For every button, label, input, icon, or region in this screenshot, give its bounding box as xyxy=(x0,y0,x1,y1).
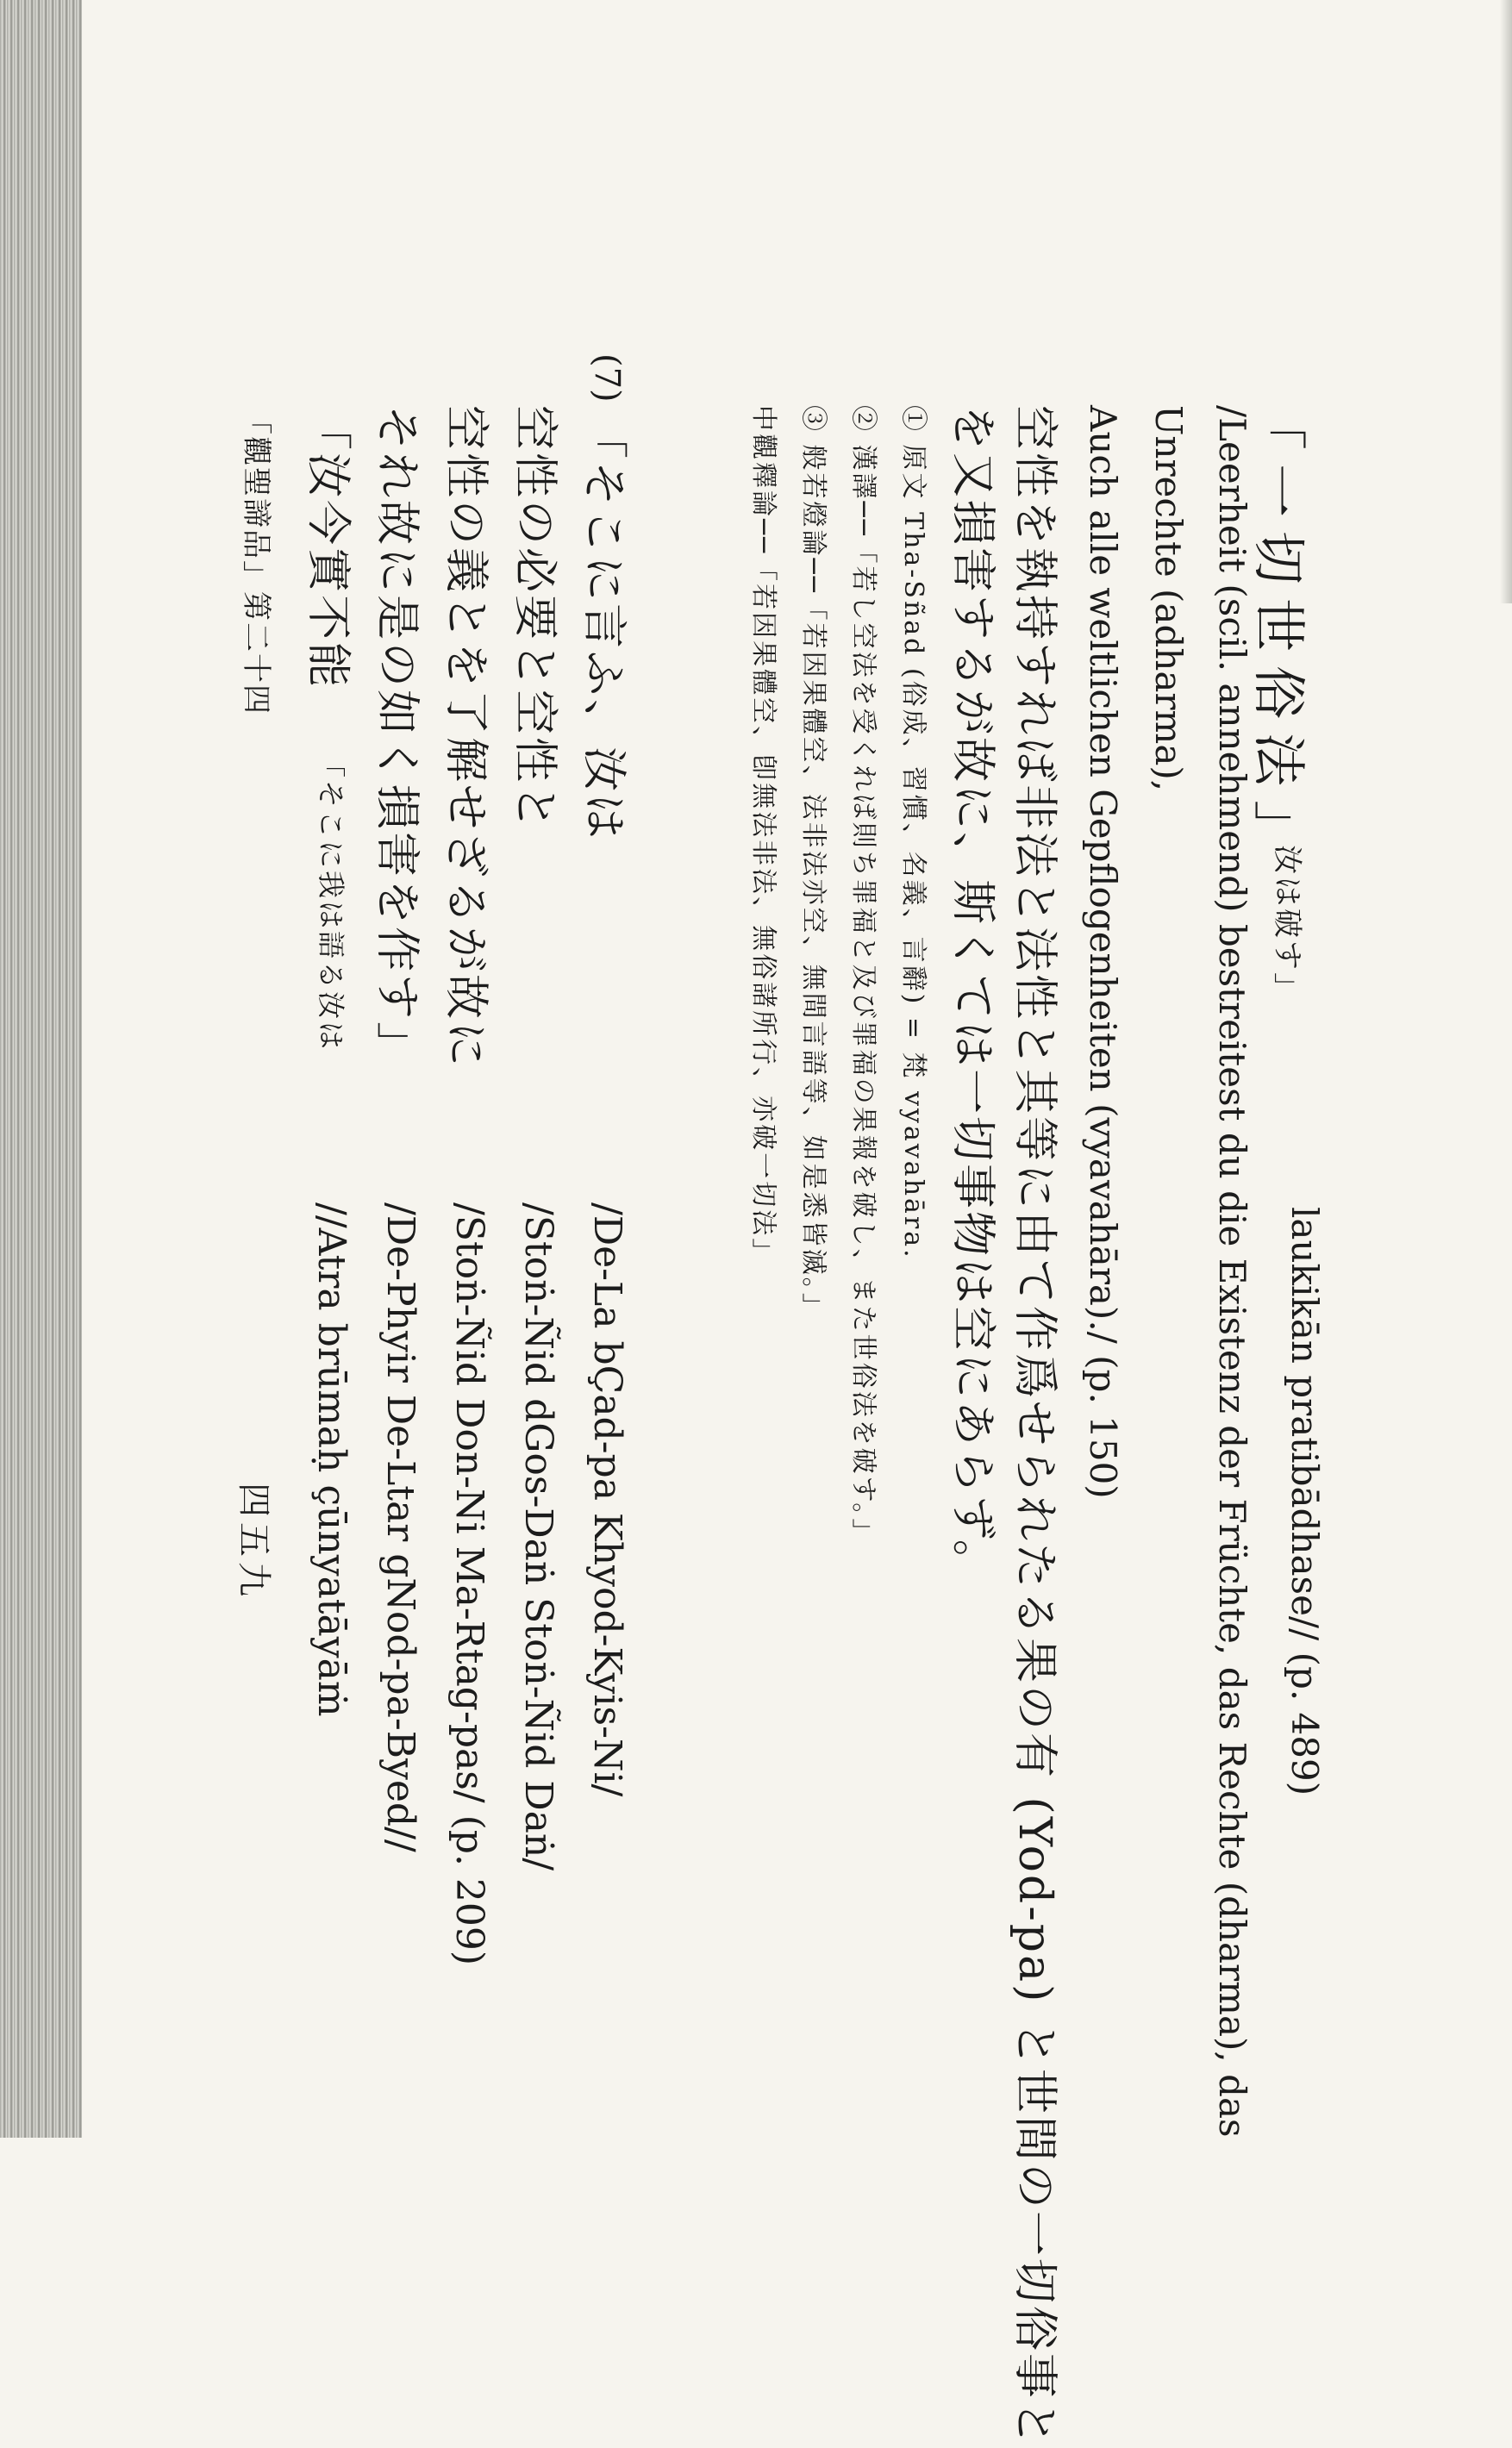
footnote-3: ③ 般若燈論──「若因果體空、法非法亦空、無間言語等、如是悉皆滅。」 xyxy=(798,405,828,1321)
verse-number: (7) xyxy=(587,353,627,403)
verse-jp-line-5-gloss: 「そこに我は語る汝は xyxy=(315,750,347,1052)
verse-jp-line-3: 空性の義とを了解せざるが故に xyxy=(440,405,491,1070)
japanese-line-2: を又損害するが故に、斯くては一切事物は空にあらず。 xyxy=(947,405,998,1587)
running-footer: 「觀聖諦品」第二十四 xyxy=(239,405,273,715)
tibetan-line-1: /De-La bÇad-pa Khyod-Kyis-Ni/ xyxy=(585,1202,629,1797)
german-line-1: /Leerheit (scil. annehmend) bestreitest du die Existenz der Früchte, das Rechte (dharma), das xyxy=(1211,405,1253,2138)
sanskrit-verse-line: //Atra brūmaḥ çūnyatāyāṁ xyxy=(309,1202,353,1717)
verse-jp-line-2: 空性の必要と空性と xyxy=(509,405,560,833)
japanese-line-1: 空性を執持すれば非法と法性と其等に由て作爲せられたる果の有 (Yod-pa) と世間の一切俗事と xyxy=(1009,405,1060,2448)
verse-jp-line-1: 「そこに言ふ、汝は xyxy=(578,414,629,842)
tibetan-line-3: /Stoṅ-Ñid Don-Ni Ma-Rtag-pas/ (p. 209) xyxy=(447,1202,491,1966)
page-number: 四五九 xyxy=(234,1483,273,1602)
verse-jp-line-5: 「汝今實不能 xyxy=(302,405,353,690)
footnote-2: ② 漢譯──「若し空法を受くれば則ち罪福と及び罪福の果報を破し、また世俗法を破す。」 xyxy=(848,405,878,1547)
sanskrit-line: laukikān pratibādhase// (p. 489) xyxy=(1284,1207,1326,1796)
german-line-2: Unrechte (adharma), xyxy=(1147,405,1190,792)
german-line-3: Auch alle weltlichen Gepflogenheiten (vyavahāra)./ (p. 150) xyxy=(1082,405,1124,1499)
footnote-4: 中觀釋論──「若因果體空、卽無法非法、無俗諸所行、亦破一切法」 xyxy=(748,405,778,1267)
section-title: 「一切世俗法」 xyxy=(1247,397,1310,868)
section-title-gloss: 汝は破す」 xyxy=(1270,845,1304,1004)
verse-jp-line-4: それ故に是の如く損害を作す」 xyxy=(371,405,422,1070)
footnote-1: ① 原文 Tha-Sñad (俗成、習慣、名義、言辭) = 梵 vyavahāra. xyxy=(898,405,928,1260)
tibetan-line-4: /De-Phyir De-Ltar gNod-pa-Byed// xyxy=(378,1202,422,1852)
tibetan-line-2: /Stoṅ-Ñid dGos-Daṅ Stoṅ-Ñid Daṅ/ xyxy=(516,1202,560,1871)
